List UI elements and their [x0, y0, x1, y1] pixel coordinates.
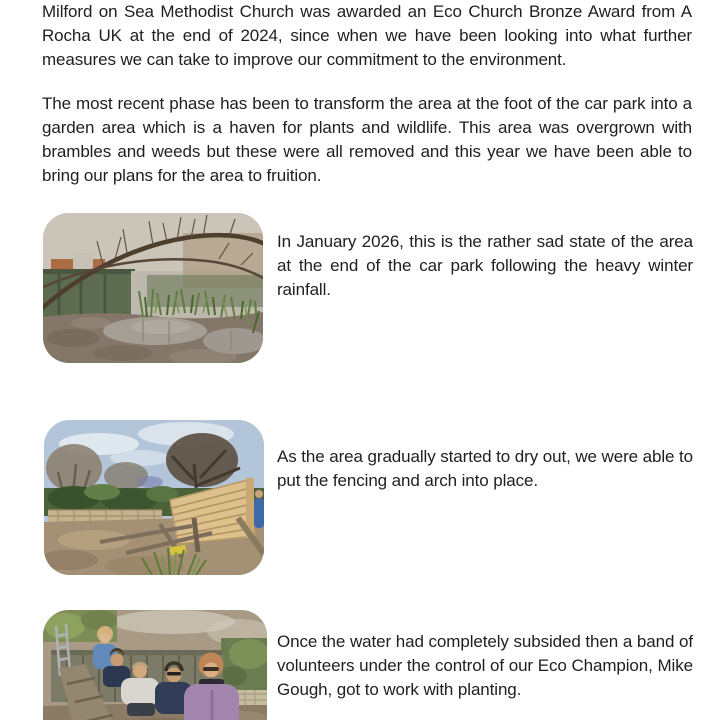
photo-volunteers-planting [43, 610, 267, 720]
photo-caption-flooded-area: In January 2026, this is the rather sad state of the area at the end of the car park following the heavy winter rainfall. [277, 232, 693, 299]
intro-paragraph-award: Milford on Sea Methodist Church was awarded an Eco Church Bronze Award from A Rocha UK at the end of 2024, since when we have been looking into what further measures we can take to improve our commitment to the environment. [42, 2, 692, 69]
photo-caption-volunteers: Once the water had completely subsided then a band of volunteers under the control of our Eco Champion, Mike Gough, got to work with planting. [277, 632, 693, 699]
intro-paragraph-garden-transform: The most recent phase has been to transform the area at the foot of the car park into a garden area which is a haven for plants and wildlife. This area was overgrown with brambles and weeds but these were all removed and this year we have been able to bring our plans for the area to fruition. [42, 94, 692, 185]
photo-flooded-area [43, 213, 263, 363]
photo-caption-fencing: As the area gradually started to dry out, we were able to put the fencing and arch into place. [277, 447, 693, 490]
photo-fencing-installed [44, 420, 264, 575]
